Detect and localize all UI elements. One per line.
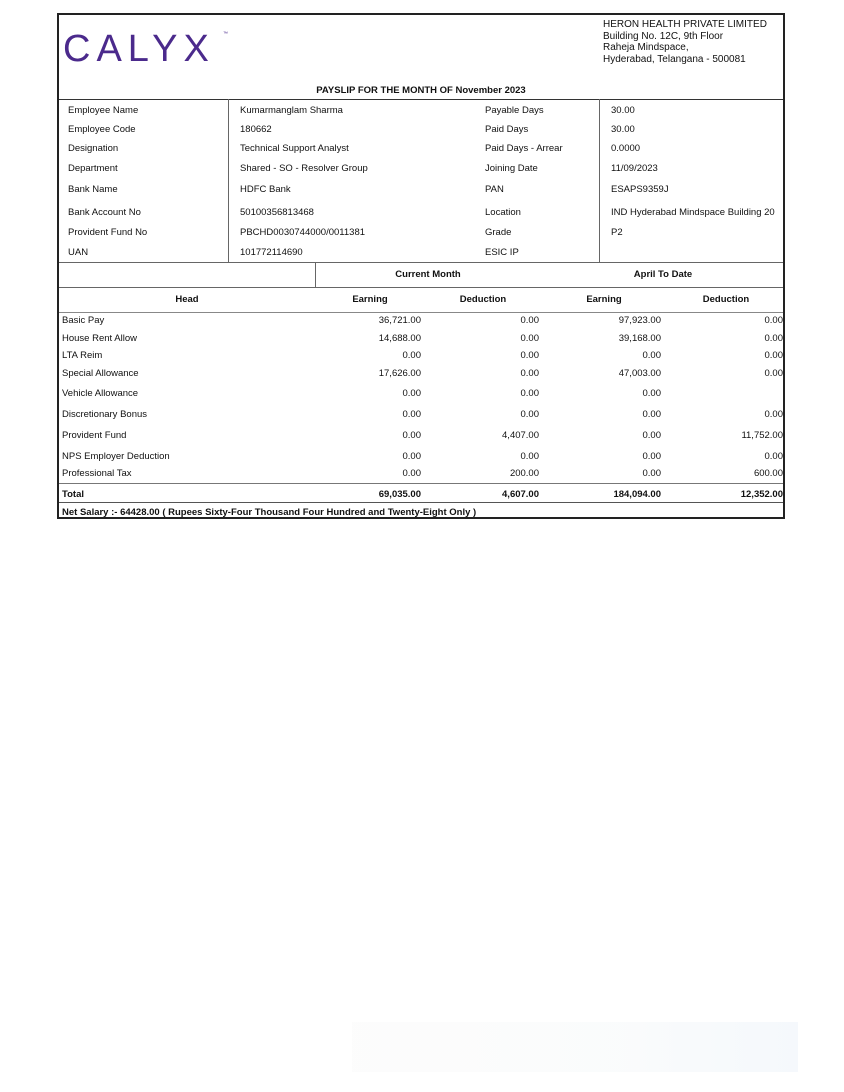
employee-field-value: 30.00	[611, 105, 635, 116]
faint-watermark	[352, 1022, 798, 1072]
row-head: NPS Employer Deduction	[62, 451, 170, 462]
row-ytd-earning: 47,003.00	[618, 368, 661, 379]
row-head: Vehicle Allowance	[62, 388, 139, 399]
row-cm-deduction: 0.00	[520, 409, 539, 420]
company-name: HERON HEALTH PRIVATE LIMITED	[603, 19, 767, 30]
employee-field-value: HDFC Bank	[240, 184, 291, 195]
column-header-head: Head	[175, 294, 199, 305]
employee-field-value: PBCHD0030744000/0011381	[240, 227, 366, 238]
employee-field-value: 0.0000	[611, 143, 641, 154]
column-header-cm-earning: Earning	[352, 294, 388, 305]
divider	[59, 483, 783, 484]
employee-field-value: 101772114690	[240, 247, 303, 258]
row-cm-earning: 0.00	[402, 430, 421, 441]
employee-field-label: UAN	[68, 247, 89, 258]
row-ytd-deduction: 0.00	[764, 368, 783, 379]
employee-field-label: Bank Account No	[68, 207, 141, 218]
divider	[59, 312, 783, 313]
row-ytd-earning: 39,168.00	[618, 333, 661, 344]
row-ytd-deduction: 11,752.00	[741, 430, 783, 441]
payslip-title: PAYSLIP FOR THE MONTH OF November 2023	[316, 85, 526, 96]
total-ytd-deduction: 12,352.00	[740, 489, 783, 500]
calyx-logo	[63, 28, 228, 70]
row-cm-deduction: 0.00	[520, 388, 539, 399]
employee-field-value: P2	[611, 227, 623, 238]
row-cm-deduction: 0.00	[520, 350, 539, 361]
row-cm-earning: 0.00	[402, 409, 421, 420]
row-head: House Rent Allow	[62, 333, 137, 344]
payslip	[57, 13, 785, 519]
employee-field-label: Bank Name	[68, 184, 118, 195]
company-address-line: Building No. 12C, 9th Floor	[603, 30, 724, 42]
employee-field-label: Department	[68, 163, 118, 174]
divider	[59, 99, 783, 100]
employee-field-value: 180662	[240, 124, 272, 135]
group-header-current-month: Current Month	[395, 269, 461, 280]
employee-field-label: ESIC IP	[485, 247, 519, 258]
trademark-mark: ™	[223, 31, 228, 37]
total-ytd-earning: 184,094.00	[613, 489, 661, 500]
row-head: Basic Pay	[62, 315, 105, 326]
employee-field-value: Technical Support Analyst	[240, 143, 349, 154]
column-header-ytd-deduction: Deduction	[702, 294, 750, 305]
row-ytd-deduction: 0.00	[764, 350, 783, 361]
logo-text: CALYX	[63, 28, 215, 70]
employee-field-value: IND Hyderabad Mindspace Building 20	[611, 207, 775, 218]
employee-field-label: Provident Fund No	[68, 227, 148, 238]
divider	[59, 502, 783, 503]
employee-field-label: Paid Days - Arrear	[485, 143, 563, 154]
net-salary: Net Salary :- 64428.00 ( Rupees Sixty-Four Thousand Four Hundred and Twenty-Eight Only )	[62, 507, 477, 518]
employee-field-label: Grade	[485, 227, 512, 238]
employee-field-value: 30.00	[611, 124, 635, 135]
row-head: Professional Tax	[62, 468, 132, 479]
row-ytd-earning: 0.00	[642, 409, 661, 420]
row-ytd-earning: 97,923.00	[618, 315, 661, 326]
row-ytd-deduction: 0.00	[764, 409, 783, 420]
row-ytd-earning: 0.00	[642, 350, 661, 361]
divider	[228, 99, 229, 262]
row-ytd-deduction: 0.00	[764, 451, 783, 462]
employee-field-label: Designation	[68, 143, 119, 154]
employee-field-label: Joining Date	[485, 163, 538, 174]
row-cm-deduction: 0.00	[520, 368, 539, 379]
group-header-april-to-date: April To Date	[633, 269, 693, 280]
row-ytd-deduction: 0.00	[764, 315, 783, 326]
row-ytd-earning: 0.00	[642, 451, 661, 462]
company-address-line: Hyderabad, Telangana - 500081	[603, 53, 746, 65]
total-label: Total	[62, 489, 84, 500]
row-cm-deduction: 0.00	[520, 451, 539, 462]
row-cm-earning: 0.00	[402, 350, 421, 361]
row-cm-earning: 17,626.00	[378, 368, 421, 379]
row-cm-deduction: 4,407.00	[502, 430, 539, 441]
employee-field-label: Paid Days	[485, 124, 529, 135]
total-cm-deduction: 4,607.00	[502, 489, 539, 500]
row-head: LTA Reim	[62, 350, 103, 361]
divider	[599, 99, 600, 262]
employee-field-value: 11/09/2023	[611, 163, 658, 174]
row-ytd-deduction: 600.00	[753, 468, 783, 479]
row-ytd-deduction: 0.00	[764, 333, 783, 344]
employee-field-value: 50100356813468	[240, 207, 314, 218]
divider	[59, 287, 783, 288]
employee-field-label: Employee Code	[68, 124, 136, 135]
employee-field-value: Kumarmanglam Sharma	[240, 105, 343, 116]
row-cm-deduction: 200.00	[509, 468, 539, 479]
row-ytd-earning: 0.00	[642, 388, 661, 399]
total-cm-earning: 69,035.00	[378, 489, 421, 500]
column-header-ytd-earning: Earning	[586, 294, 622, 305]
row-head: Discretionary Bonus	[62, 409, 148, 420]
employee-field-value: ESAPS9359J	[611, 184, 669, 195]
employee-field-label: Location	[485, 207, 521, 218]
divider	[59, 262, 783, 263]
employee-field-label: Employee Name	[68, 105, 139, 116]
company-address-line: Raheja Mindspace,	[603, 42, 689, 53]
row-cm-earning: 14,688.00	[378, 333, 421, 344]
employee-field-label: PAN	[485, 184, 504, 195]
row-head: Provident Fund	[62, 430, 127, 441]
row-cm-deduction: 0.00	[520, 333, 539, 344]
employee-field-value: Shared - SO - Resolver Group	[240, 163, 368, 174]
row-head: Special Allowance	[62, 368, 139, 379]
row-cm-earning: 36,721.00	[378, 315, 421, 326]
row-ytd-earning: 0.00	[642, 468, 661, 479]
row-cm-earning: 0.00	[402, 451, 421, 462]
employee-field-label: Payable Days	[485, 105, 544, 116]
column-header-cm-deduction: Deduction	[459, 294, 507, 305]
row-cm-deduction: 0.00	[520, 315, 539, 326]
row-cm-earning: 0.00	[402, 468, 421, 479]
company-address	[603, 19, 767, 65]
row-cm-earning: 0.00	[402, 388, 421, 399]
row-ytd-earning: 0.00	[642, 430, 661, 441]
